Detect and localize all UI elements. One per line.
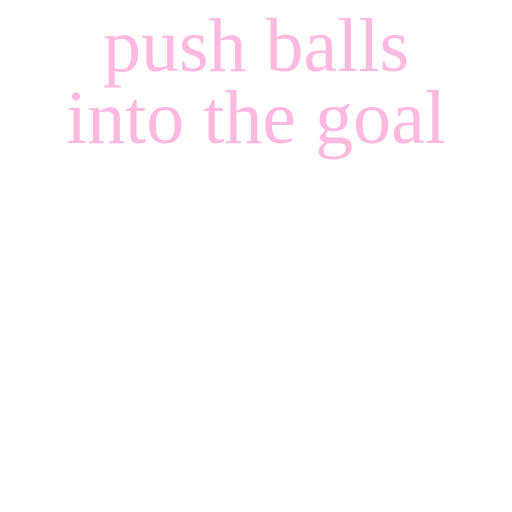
instruction-line-2: into the goal (66, 76, 446, 160)
playfield[interactable] (0, 170, 512, 512)
instruction-text (0, 4, 512, 160)
instruction-line-1: push balls (102, 4, 410, 88)
